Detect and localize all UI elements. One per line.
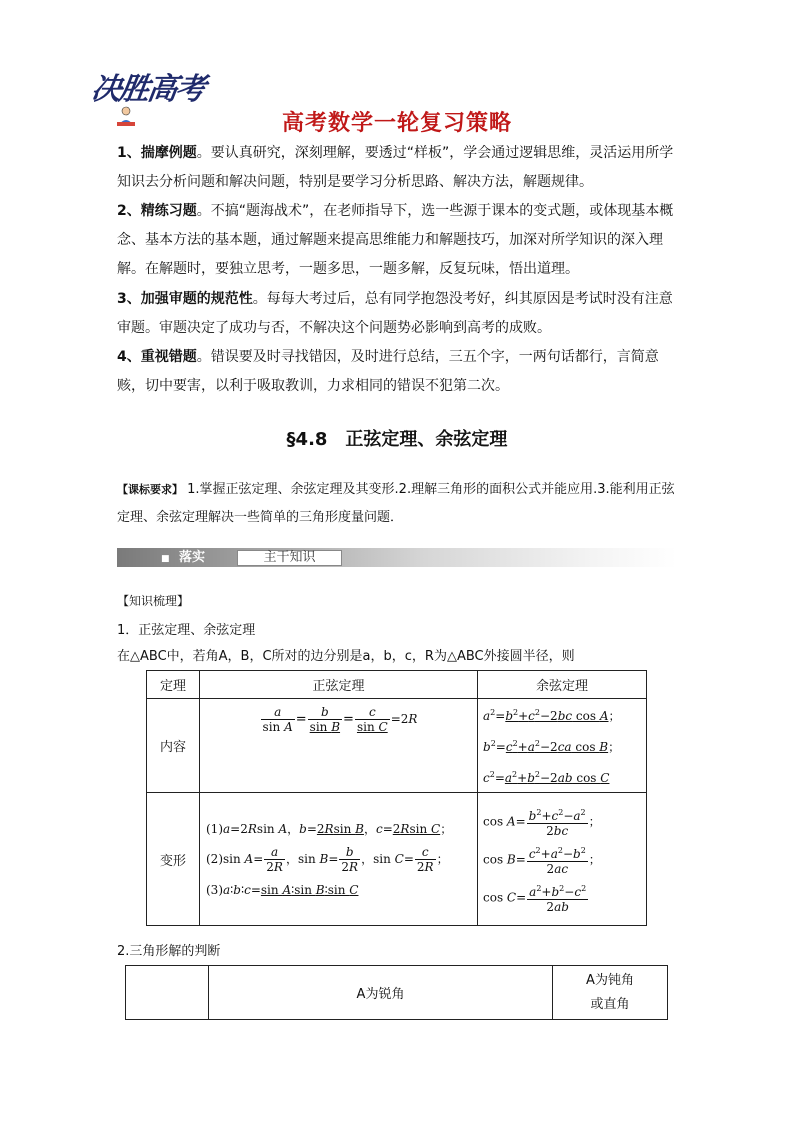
row-label: 内容: [147, 699, 200, 793]
banner-left-label: 落实: [179, 550, 206, 565]
obtuse-angle-cell: [553, 966, 668, 1020]
strategy-2: [117, 197, 677, 284]
logo-text: 决胜高考: [89, 72, 206, 107]
section-title: §4.8 正弦定理、余弦定理: [286, 429, 508, 450]
strategy-1: [117, 139, 677, 197]
section-banner: [117, 548, 677, 567]
table-row: [147, 699, 647, 793]
table-header-row: [147, 671, 647, 699]
sine-law-content: $\frac{a}{\text{sin A}}$ = $\frac{b}{\text{sin B}}$ = $\frac{c}{\text{sin C}}$ =2R: [200, 699, 478, 793]
table-row: [126, 966, 668, 1020]
triangle-solutions-table: [125, 965, 668, 1020]
empty-cell: [126, 966, 209, 1020]
obtuse-line-1: A为钝角: [586, 972, 634, 988]
requirement-tag: 【课标要求】: [117, 483, 183, 496]
header-cell: 正弦定理: [200, 671, 478, 699]
strategy-4-body: 。错误要及时寻找错因，及时进行总结，三五个字，一两句话都行，言简意赅，切中要害，以利于吸取教训，力求相同的错误不犯第二次。: [117, 349, 659, 394]
item-1-intro: 在△ABC中，若角A，B，C所对的边分别是a，b，c，R为△ABC外接圆半径，则: [117, 649, 575, 664]
header-cell: 余弦定理: [478, 671, 647, 699]
strategy-2-body: 。不搞“题海战术”，在老师指导下，选一些源于课本的变式题，或体现基本概念、基本方法的基本题，通过解题来提高思维能力和解题技巧，加深对所学知识的深入理解。在解题时，要独立思考，一题多思，一题多解，反复玩味，悟出道理。: [117, 203, 674, 277]
square-bullet-icon: ■: [161, 554, 170, 564]
strategy-3: [117, 285, 677, 343]
knowledge-head: 【知识梳理】: [117, 594, 190, 608]
strategy-1-head: 1、揣摩例题: [117, 145, 197, 161]
cosine-law-content: $a^2=b^2+c^2-2bc$ cos A； $b^2=c^2+a^2-2ca$ cos B； $c^2=a^2+b^2-2ab$ cos C: [478, 699, 647, 793]
acute-angle-cell: A为锐角: [209, 966, 553, 1020]
theorem-table: [146, 670, 647, 926]
strategy-4: [117, 343, 677, 401]
header-cell: 定理: [147, 671, 200, 699]
strategy-1-body: 。要认真研究，深刻理解，要透过“样板”，学会通过逻辑思维，灵活运用所学知识去分析问题和解决问题，特别是要学习分析思路、解决方法，解题规律。: [117, 145, 674, 190]
strategy-4-head: 4、重视错题: [117, 349, 197, 365]
table-row: [147, 793, 647, 926]
item-1-title: 1．正弦定理、余弦定理: [117, 623, 256, 638]
cosine-variants: cos A= $\frac{b^2+c^2-a^2}{2bc}$ ； cos B= $\frac{c^2+a^2-b^2}{2ac}$ ； cos C= $\frac{a^2+b^2-c^2}{2ab}$: [478, 793, 647, 926]
strategy-2-head: 2、精练习题: [117, 203, 197, 219]
obtuse-line-2: 或直角: [590, 996, 630, 1012]
item-2-title: 2.三角形解的判断: [117, 944, 221, 959]
requirement-text: 1.掌握正弦定理、余弦定理及其变形.2.理解三角形的面积公式并能应用.3.能利用正弦定理、余弦定理解决一些简单的三角形度量问题．: [117, 482, 675, 525]
sine-law-variants: (1)a=2Rsin A，b=2Rsin B，c=2Rsin C； (2)sin A= $\frac{a}{2R}$ ，sin B= $\frac{b}{2R}$ ，sin C= $\frac{c}{2R}$ ； (3)a∶b∶c=sin A∶sin B∶sin C: [200, 793, 478, 926]
banner-right-label: 主干知识: [237, 550, 342, 566]
strategy-3-head: 3、加强审题的规范性: [117, 291, 253, 307]
strategy-3-body: 。每每大考过后，总有同学抱怨没考好，纠其原因是考试时没有注意审题。审题决定了成功与否，不解决这个问题势必影响到高考的成败。: [117, 291, 673, 336]
page-title: 高考数学一轮复习策略: [281, 111, 512, 136]
curriculum-requirement: [117, 476, 682, 532]
banner-left: [117, 548, 235, 567]
row-label: 变形: [147, 793, 200, 926]
